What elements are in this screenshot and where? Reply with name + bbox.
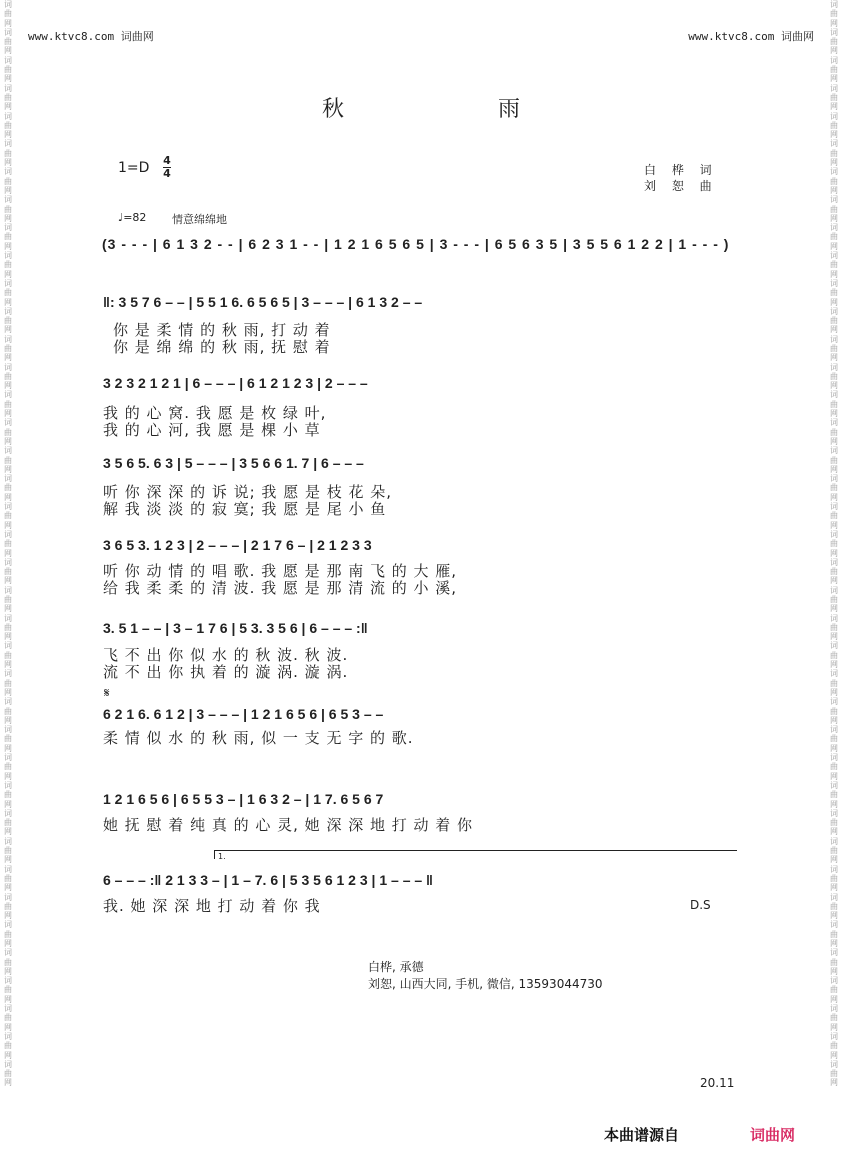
segno-sign: 𝄋 (104, 686, 110, 701)
volta-bracket (214, 850, 737, 859)
system-4-notes: 3 6 5 3. 1 2 3 | 2 – – – | 2 1 7 6 – | 2 1 2 3 3 (103, 537, 372, 553)
right-watermark-column: 词曲网词曲网词曲网词曲网词曲网词曲网词曲网词曲网词曲网词曲网词曲网词曲网词曲网词曲网词曲网词曲网词曲网词曲网词曲网词曲网词曲网词曲网词曲网词曲网词曲网词曲网词曲网词曲网词曲网词曲网词曲网词曲网词曲网词曲网词曲网词曲网词曲网词曲网词曲网 (830, 0, 838, 1088)
system-7-notes: 1 2 1 6 5 6 | 6 5 5 3 – | 1 6 3 2 – | 1 7. 6 5 6 7 (103, 791, 384, 807)
date-stamp: 20.11 (700, 1076, 735, 1090)
system-5-lyric-2: 流 不 出 你 执 着 的 漩 涡. 漩 涡. (103, 663, 349, 681)
left-watermark-column: 词曲网词曲网词曲网词曲网词曲网词曲网词曲网词曲网词曲网词曲网词曲网词曲网词曲网词曲网词曲网词曲网词曲网词曲网词曲网词曲网词曲网词曲网词曲网词曲网词曲网词曲网词曲网词曲网词曲网词曲网词曲网词曲网词曲网词曲网词曲网词曲网词曲网词曲网词曲网 (4, 0, 12, 1088)
composer-credit: 刘 恕 曲 (644, 179, 718, 193)
tempo-marking: ♩=82 (118, 211, 147, 224)
system-5-notes: 3. 5 1 – – | 3 – 1 7 6 | 5 3. 3 5 6 | 6 – – – :‖ (103, 620, 368, 636)
dal-segno-mark: D.S (690, 898, 711, 912)
source-site-link[interactable]: 词曲网 (750, 1126, 796, 1144)
system-2-lyric-1: 我 的 心 窝. 我 愿 是 枚 绿 叶, (103, 404, 327, 422)
intro-phrase: (3 - - - | 6 1 3 2 - - | 6 2 3 1 - - | 1 2 1 6 5 6 5 | 3 - - - | 6 5 6 3 5 | 3 5 5 6 1 2 2 | 1 - - - ) (102, 236, 730, 252)
system-8-lyric-1: 我. 她 深 深 地 打 动 着 你 我 (103, 897, 321, 915)
system-6-lyric-1: 柔 情 似 水 的 秋 雨, 似 一 支 无 字 的 歌. (103, 729, 414, 747)
time-signature: 4 4 (163, 154, 171, 180)
system-3-lyric-1: 听 你 深 深 的 诉 说; 我 愿 是 枝 花 朵, (103, 483, 393, 501)
volta-number: 1. (218, 852, 226, 861)
system-4-lyric-1: 听 你 动 情 的 唱 歌. 我 愿 是 那 南 飞 的 大 雁, (103, 562, 458, 580)
system-8-notes: 6 – – – :‖ 2 1 3 3 – | 1 – 7. 6 | 5 3 5 6 1 2 3 | 1 – – – ‖ (103, 872, 434, 888)
system-5-lyric-1: 飞 不 出 你 似 水 的 秋 波. 秋 波. (103, 646, 349, 664)
system-7-lyric-1: 她 抚 慰 着 纯 真 的 心 灵, 她 深 深 地 打 动 着 你 (103, 816, 474, 834)
system-3-lyric-2: 解 我 淡 淡 的 寂 寞; 我 愿 是 尾 小 鱼 (103, 500, 387, 518)
system-1-lyric-1: 你 是 柔 情 的 秋 雨, 打 动 着 (113, 321, 331, 339)
system-6-notes: 6 2 1 6. 6 1 2 | 3 – – – | 1 2 1 6 5 6 | 6 5 3 – – (103, 706, 384, 722)
system-1-notes: ‖: 3 5 7 6 – – | 5 5 1 6. 6 5 6 5 | 3 – – – | 6 1 3 2 – – (103, 294, 423, 310)
song-title-char-2: 雨 (498, 97, 521, 122)
system-2-lyric-2: 我 的 心 河, 我 愿 是 棵 小 草 (103, 421, 321, 439)
credits-line-2: 刘恕, 山西大同, 手机, 微信, 13593044730 (368, 977, 603, 991)
system-2-notes: 3 2 3 2 1 2 1 | 6 – – – | 6 1 2 1 2 3 | 2 – – – (103, 375, 368, 391)
expression-marking: 情意绵绵地 (172, 213, 227, 226)
system-1-lyric-2: 你 是 绵 绵 的 秋 雨, 抚 慰 着 (113, 338, 331, 356)
lyricist-credit: 白 桦 词 (644, 163, 718, 177)
system-4-lyric-2: 给 我 柔 柔 的 清 波. 我 愿 是 那 清 流 的 小 溪, (103, 579, 458, 597)
key-signature: 1=D (118, 160, 150, 176)
source-label: 本曲谱源自 (604, 1126, 680, 1144)
credits-line-1: 白桦, 承德 (368, 960, 424, 974)
song-title-char-1: 秋 (322, 97, 345, 122)
site-url-left[interactable]: www.ktvc8.com 词曲网 (28, 30, 154, 43)
site-url-right[interactable]: www.ktvc8.com 词曲网 (688, 30, 814, 43)
system-3-notes: 3 5 6 5. 6 3 | 5 – – – | 3 5 6 6 1. 7 | 6 – – – (103, 455, 364, 471)
